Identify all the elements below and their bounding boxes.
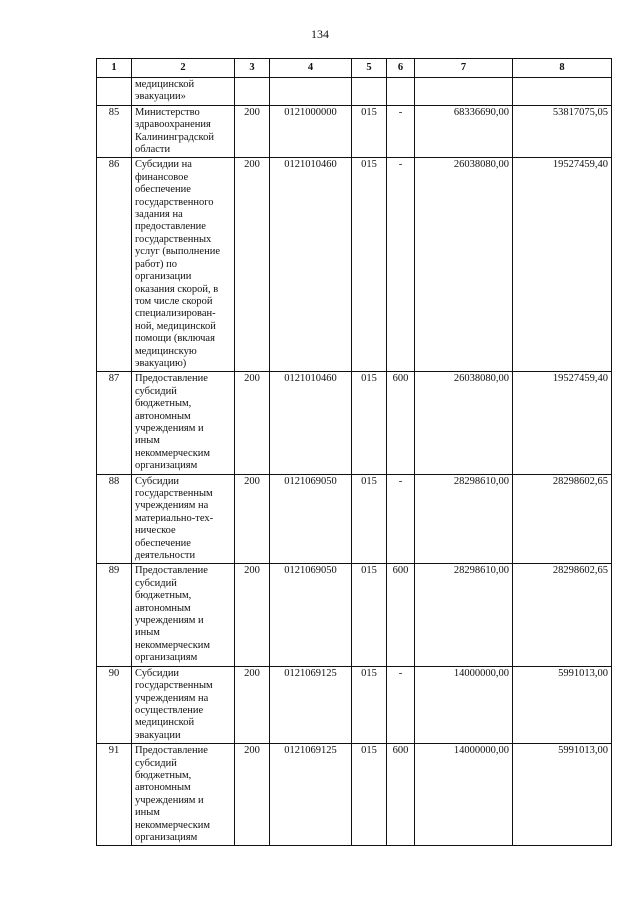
row-c8: 28298602,65: [513, 564, 612, 666]
row-c8: 28298602,65: [513, 474, 612, 564]
row-c8: 19527459,40: [513, 158, 612, 372]
row-c7: 14000000,00: [415, 744, 513, 846]
budget-table: [96, 58, 612, 846]
row-c3: 200: [235, 158, 270, 372]
row-name: медицинской эвакуации»: [132, 78, 235, 106]
row-c3: 200: [235, 105, 270, 158]
row-c7: 26038080,00: [415, 372, 513, 474]
row-name: Предоставление субсидий бюджетным, автономным учреждениям и иным некоммерческим организациям: [132, 564, 235, 666]
column-header: 2: [132, 59, 235, 78]
table-row: [97, 372, 612, 474]
row-c6: -: [387, 474, 415, 564]
row-c4: 0121069125: [270, 666, 352, 743]
table-row: [97, 158, 612, 372]
header-row: [97, 59, 612, 78]
row-number: 90: [97, 666, 132, 743]
row-c8: [513, 78, 612, 106]
row-c3: [235, 78, 270, 106]
row-c3: 200: [235, 564, 270, 666]
row-c5: [352, 78, 387, 106]
column-header: 1: [97, 59, 132, 78]
row-name: Министерство здравоохранения Калининградской области: [132, 105, 235, 158]
row-c3: 200: [235, 666, 270, 743]
column-header: 4: [270, 59, 352, 78]
row-c6: -: [387, 105, 415, 158]
row-c4: 0121010460: [270, 372, 352, 474]
row-name: Субсидии государственным учреждениям на осуществление медицинской эвакуации: [132, 666, 235, 743]
row-c5: 015: [352, 564, 387, 666]
row-c8: 5991013,00: [513, 744, 612, 846]
row-name: Предоставление субсидий бюджетным, автономным учреждениям и иным некоммерческим организациям: [132, 372, 235, 474]
row-c5: 015: [352, 372, 387, 474]
row-number: 85: [97, 105, 132, 158]
column-header: 6: [387, 59, 415, 78]
row-c8: 5991013,00: [513, 666, 612, 743]
row-c8: 53817075,05: [513, 105, 612, 158]
row-c7: 68336690,00: [415, 105, 513, 158]
row-c4: 0121069050: [270, 474, 352, 564]
row-c6: 600: [387, 744, 415, 846]
row-c6: 600: [387, 564, 415, 666]
row-number: 88: [97, 474, 132, 564]
row-c3: 200: [235, 372, 270, 474]
table-row: [97, 474, 612, 564]
page-number: 134: [311, 27, 329, 41]
row-number: 87: [97, 372, 132, 474]
row-number: 89: [97, 564, 132, 666]
row-name: Субсидии на финансовое обеспечение государственного задания на предоставление государственных услуг (выполнение работ) по организации оказания скорой, в том числе скорой специализирован-ной, медицинской помощи (включая медицинскую эвакуацию): [132, 158, 235, 372]
row-c6: -: [387, 158, 415, 372]
table-row: [97, 744, 612, 846]
row-c5: 015: [352, 158, 387, 372]
row-c8: 19527459,40: [513, 372, 612, 474]
row-c5: 015: [352, 474, 387, 564]
row-c5: 015: [352, 744, 387, 846]
row-c7: 26038080,00: [415, 158, 513, 372]
row-number: [97, 78, 132, 106]
row-c4: 0121069050: [270, 564, 352, 666]
row-c5: 015: [352, 666, 387, 743]
row-c5: 015: [352, 105, 387, 158]
continuation-row: [97, 78, 612, 106]
column-header: 3: [235, 59, 270, 78]
column-header: 8: [513, 59, 612, 78]
row-c3: 200: [235, 474, 270, 564]
row-c7: 14000000,00: [415, 666, 513, 743]
row-c7: [415, 78, 513, 106]
row-name: Субсидии государственным учреждениям на материально-тех-ническое обеспечение деятельности: [132, 474, 235, 564]
row-name: Предоставление субсидий бюджетным, автономным учреждениям и иным некоммерческим организациям: [132, 744, 235, 846]
row-c6: 600: [387, 372, 415, 474]
row-c7: 28298610,00: [415, 474, 513, 564]
row-c4: 0121010460: [270, 158, 352, 372]
row-c4: [270, 78, 352, 106]
row-number: 91: [97, 744, 132, 846]
row-c4: 0121069125: [270, 744, 352, 846]
row-number: 86: [97, 158, 132, 372]
column-header: 5: [352, 59, 387, 78]
table-row: [97, 666, 612, 743]
row-c4: 0121000000: [270, 105, 352, 158]
row-c6: [387, 78, 415, 106]
column-header: 7: [415, 59, 513, 78]
table-row: [97, 564, 612, 666]
row-c6: -: [387, 666, 415, 743]
row-c3: 200: [235, 744, 270, 846]
row-c7: 28298610,00: [415, 564, 513, 666]
table-row: [97, 105, 612, 158]
